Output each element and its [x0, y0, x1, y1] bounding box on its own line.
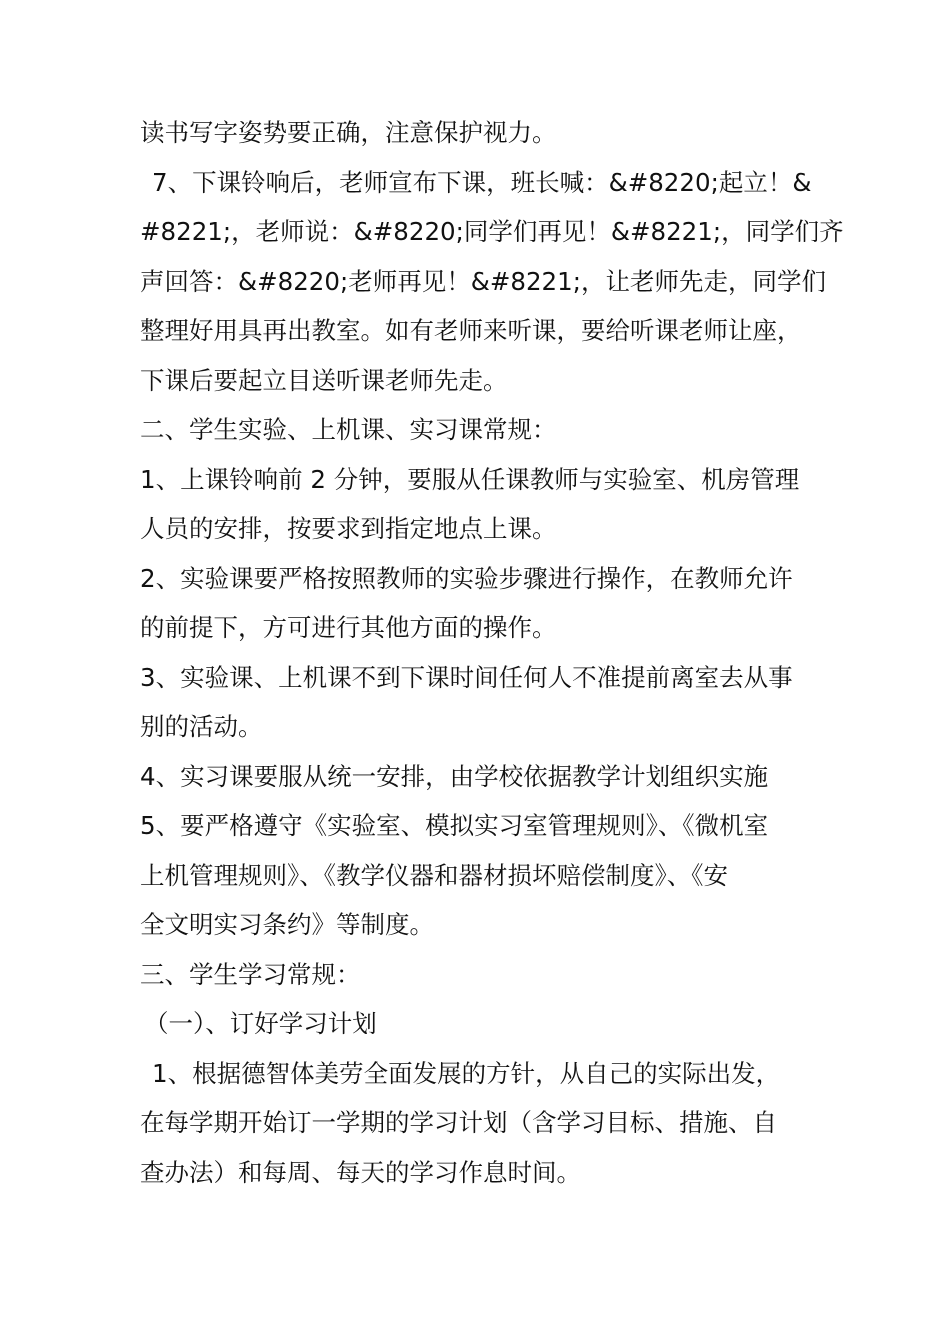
paragraph-line: 查办法）和每周、每天的学习作息时间。 [140, 1157, 581, 1187]
subsection-heading: （一）、订好学习计划 [144, 1009, 377, 1038]
paragraph-line: 1、根据德智体美劳全面发展的方针，从自己的实际出发， [152, 1058, 781, 1088]
paragraph-line: #8221;，老师说：&#8220;同学们再见！&#8221;，同学们齐 [140, 217, 844, 246]
paragraph-line: 上机管理规则》、《教学仪器和器材损坏赔偿制度》、《安 [140, 860, 728, 890]
paragraph-line: 7、下课铃响后，老师宣布下课，班长喊：&#8220;起立！& [152, 167, 812, 197]
paragraph-line: 声回答：&#8220;老师再见！&#8221;，让老师先走，同学们 [140, 266, 826, 296]
paragraph-line: 在每学期开始订一学期的学习计划（含学习目标、措施、自 [140, 1108, 777, 1137]
paragraph-line: 3、实验课、上机课不到下课时间任何人不准提前离室去从事 [140, 662, 793, 692]
paragraph-line: 5、要严格遵守《实验室、模拟实习室管理规则》、《微机室 [140, 811, 769, 840]
paragraph-line: 全文明实习条约》等制度。 [140, 910, 434, 939]
paragraph-line: 1、上课铃响前 2 分钟，要服从任课教师与实验室、机房管理 [140, 464, 800, 494]
paragraph-line: 2、实验课要严格按照教师的实验步骤进行操作，在教师允许 [140, 563, 793, 593]
paragraph-line: 别的活动。 [140, 712, 263, 741]
paragraph-line: 下课后要起立目送听课老师先走。 [140, 365, 508, 395]
document-body [140, 108, 844, 1197]
section-heading: 二、学生实验、上机课、实习课常规： [140, 415, 557, 444]
paragraph-line: 4、实习课要服从统一安排，由学校依据教学计划组织实施 [140, 761, 769, 791]
section-heading: 三、学生学习常规： [140, 959, 361, 989]
paragraph-line: 整理好用具再出教室。如有老师来听课，要给听课老师让座， [140, 316, 802, 345]
paragraph-line: 的前提下，方可进行其他方面的操作。 [140, 613, 557, 642]
paragraph-line: 人员的安排，按要求到指定地点上课。 [140, 514, 557, 543]
paragraph-line: 读书写字姿势要正确，注意保护视力。 [140, 118, 557, 147]
